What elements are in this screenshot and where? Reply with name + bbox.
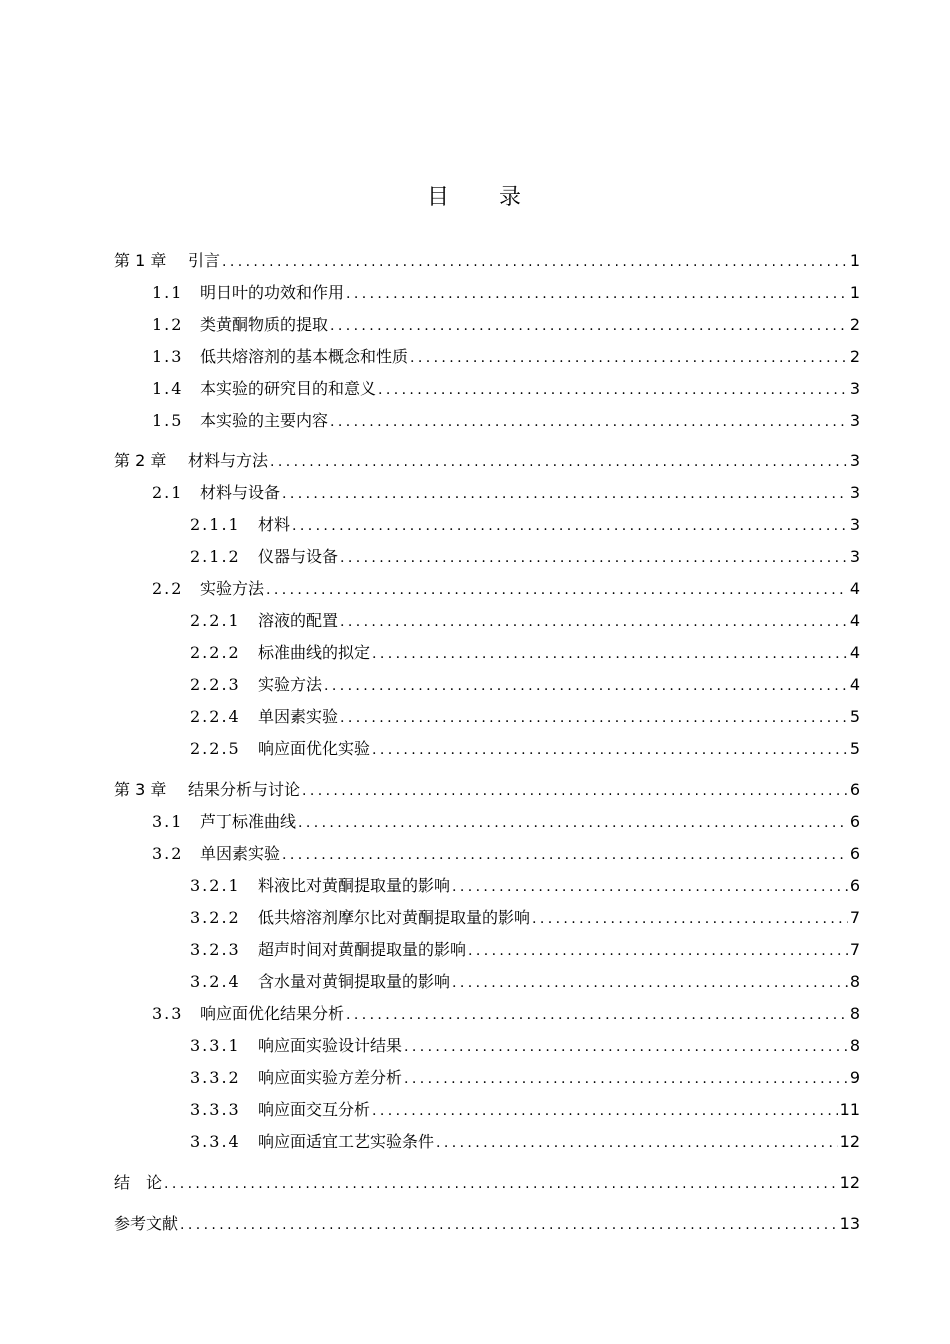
toc-entry[interactable]	[190, 642, 860, 665]
toc-entry-number: 3.3	[152, 1004, 184, 1023]
toc-title-char-2: 录	[499, 185, 524, 210]
toc-entry-number: 第 2 章	[114, 451, 167, 470]
toc-leader-dots	[302, 780, 848, 802]
toc-entry-page-number: 4	[849, 579, 860, 598]
toc-entry-label: 响应面交互分析	[258, 1100, 371, 1119]
toc-entry-label: 实验方法	[200, 579, 265, 598]
toc-leader-dots	[270, 451, 848, 473]
toc-entry-label: 本实验的主要内容	[200, 411, 329, 430]
toc-entry-label: 低共熔溶剂的基本概念和性质	[200, 347, 409, 366]
toc-leader-dots	[468, 940, 848, 962]
toc-entry[interactable]	[190, 907, 860, 930]
toc-entry[interactable]	[114, 779, 860, 802]
toc-entry-number: 2.2.3	[190, 675, 241, 694]
toc-entry[interactable]	[114, 1172, 860, 1195]
toc-entry-number: 2.1	[152, 483, 184, 502]
toc-entry-page-number: 6	[849, 812, 860, 831]
toc-entry[interactable]	[114, 250, 860, 273]
toc-leader-dots	[436, 1132, 838, 1154]
toc-entry-page-number: 11	[839, 1100, 860, 1119]
toc-entry-page-number: 4	[849, 675, 860, 694]
toc-entry-number: 3.3.3	[190, 1100, 241, 1119]
toc-entry-page-number: 1	[849, 283, 860, 302]
toc-entry-label: 材料与方法	[188, 451, 269, 470]
toc-leader-dots	[330, 315, 848, 337]
toc-entry-label: 材料	[258, 515, 291, 534]
toc-leader-dots	[372, 739, 848, 761]
toc-entry-number: 1.1	[152, 283, 184, 302]
toc-entry-page-number: 3	[849, 451, 860, 470]
toc-entry-label: 低共熔溶剂摩尔比对黄酮提取量的影响	[258, 908, 531, 927]
toc-title-char-1: 目	[426, 185, 451, 210]
toc-entry[interactable]	[152, 346, 860, 369]
toc-entry-page-number: 6	[849, 844, 860, 863]
toc-leader-dots	[410, 347, 848, 369]
toc-entry[interactable]	[190, 939, 860, 962]
toc-entry[interactable]	[152, 410, 860, 433]
toc-entry-page-number: 8	[849, 972, 860, 991]
toc-leader-dots	[346, 1004, 848, 1026]
toc-entry-number: 1.2	[152, 315, 184, 334]
toc-entry-page-number: 13	[839, 1214, 860, 1233]
toc-entry-label: 材料与设备	[200, 483, 281, 502]
toc-entry-label: 明日叶的功效和作用	[200, 283, 345, 302]
toc-entry-label: 结果分析与讨论	[188, 780, 301, 799]
toc-entry-label: 响应面适宜工艺实验条件	[258, 1132, 435, 1151]
toc-entry[interactable]	[114, 450, 860, 473]
toc-entry-page-number: 1	[849, 251, 860, 270]
toc-entry-number: 1.4	[152, 379, 184, 398]
toc-entry[interactable]	[190, 1067, 860, 1090]
toc-entry-label: 响应面实验方差分析	[258, 1068, 403, 1087]
toc-entry-page-number: 3	[849, 411, 860, 430]
toc-leader-dots	[282, 844, 848, 866]
toc-leader-dots	[378, 379, 848, 401]
toc-entry-label: 溶液的配置	[258, 611, 339, 630]
toc-entry-number: 3.3.4	[190, 1132, 241, 1151]
toc-entry-page-number: 2	[849, 315, 860, 334]
toc-entry-number: 2.2.1	[190, 611, 241, 630]
toc-entry-page-number: 8	[849, 1036, 860, 1055]
toc-leader-dots	[340, 611, 848, 633]
toc-entry[interactable]	[152, 378, 860, 401]
toc-leader-dots	[404, 1036, 848, 1058]
toc-entry-label: 含水量对黄铜提取量的影响	[258, 972, 451, 991]
toc-entry[interactable]	[152, 578, 860, 601]
toc-entry[interactable]	[152, 314, 860, 337]
toc-entry-page-number: 4	[849, 611, 860, 630]
toc-entry-label: 标准曲线的拟定	[258, 643, 371, 662]
toc-leader-dots	[372, 643, 848, 665]
toc-entry[interactable]	[152, 843, 860, 866]
toc-entry-number: 3.1	[152, 812, 184, 831]
toc-entry-number: 3.3.2	[190, 1068, 241, 1087]
toc-entry-page-number: 7	[849, 940, 860, 959]
toc-entry-number: 2.2.2	[190, 643, 241, 662]
toc-entry-page-number: 3	[849, 515, 860, 534]
toc-entry[interactable]	[152, 482, 860, 505]
toc-leader-dots	[452, 972, 848, 994]
toc-entry-label: 仪器与设备	[258, 547, 339, 566]
toc-entry-label: 响应面优化实验	[258, 739, 371, 758]
toc-leader-dots	[266, 579, 848, 601]
toc-entry-label: 引言	[188, 251, 221, 270]
toc-entry-number: 2.2.5	[190, 739, 241, 758]
toc-entry-page-number: 6	[849, 876, 860, 895]
toc-entry-number: 2.2	[152, 579, 184, 598]
toc-entry-number: 3.2.4	[190, 972, 241, 991]
toc-entry[interactable]	[190, 610, 860, 633]
toc-leader-dots	[164, 1173, 838, 1195]
toc-entry-number: 1.5	[152, 411, 184, 430]
toc-entry-number: 2.1.1	[190, 515, 241, 534]
toc-entry-number: 3.2.1	[190, 876, 241, 895]
toc-entry-number: 2.1.2	[190, 547, 241, 566]
toc-leader-dots	[340, 707, 848, 729]
toc-entry-label: 类黄酮物质的提取	[200, 315, 329, 334]
toc-entry-page-number: 2	[849, 347, 860, 366]
toc-leader-dots	[452, 876, 848, 898]
toc-entry[interactable]	[190, 1099, 860, 1122]
toc-entry-number: 3.2.2	[190, 908, 241, 927]
toc-entry[interactable]	[152, 1003, 860, 1026]
toc-entry-page-number: 4	[849, 643, 860, 662]
toc-leader-dots	[330, 411, 848, 433]
toc-entry-label: 结 论	[114, 1173, 163, 1192]
toc-leader-dots	[292, 515, 848, 537]
toc-entry-page-number: 12	[839, 1173, 860, 1192]
toc-entry-page-number: 8	[849, 1004, 860, 1023]
toc-entry[interactable]	[190, 514, 860, 537]
toc-entry-label: 参考文献	[114, 1214, 179, 1233]
toc-entry-page-number: 7	[849, 908, 860, 927]
toc-entry-label: 实验方法	[258, 675, 323, 694]
toc-entry[interactable]	[190, 738, 860, 761]
toc-leader-dots	[346, 283, 848, 305]
toc-entry[interactable]	[114, 1213, 860, 1236]
toc-entry[interactable]	[190, 1035, 860, 1058]
toc-entry-page-number: 3	[849, 483, 860, 502]
toc-entry-label: 超声时间对黄酮提取量的影响	[258, 940, 467, 959]
toc-entry-label: 单因素实验	[258, 707, 339, 726]
toc-entry[interactable]	[190, 971, 860, 994]
toc-entry-number: 3.2	[152, 844, 184, 863]
toc-leader-dots	[324, 675, 848, 697]
toc-leader-dots	[180, 1214, 838, 1236]
toc-entry[interactable]	[152, 811, 860, 834]
toc-leader-dots	[372, 1100, 838, 1122]
toc-leader-dots	[298, 812, 848, 834]
toc-entry-label: 响应面实验设计结果	[258, 1036, 403, 1055]
toc-entry-page-number: 3	[849, 547, 860, 566]
toc-entry-page-number: 12	[839, 1132, 860, 1151]
toc-entry-number: 1.3	[152, 347, 184, 366]
toc-entry[interactable]	[152, 282, 860, 305]
toc-entry-page-number: 3	[849, 379, 860, 398]
toc-entry-page-number: 9	[849, 1068, 860, 1087]
toc-entry-number: 第 3 章	[114, 780, 167, 799]
toc-entry[interactable]	[190, 875, 860, 898]
toc-entry[interactable]	[190, 706, 860, 729]
toc-entry[interactable]	[190, 674, 860, 697]
toc-entry-number: 3.2.3	[190, 940, 241, 959]
toc-entry-label: 芦丁标准曲线	[200, 812, 297, 831]
toc-entry-number: 3.3.1	[190, 1036, 241, 1055]
toc-entry-page-number: 5	[849, 739, 860, 758]
toc-leader-dots	[340, 547, 848, 569]
toc-leader-dots	[222, 251, 848, 273]
toc-entry-number: 第 1 章	[114, 251, 167, 270]
toc-entry-page-number: 5	[849, 707, 860, 726]
toc-entry-label: 本实验的研究目的和意义	[200, 379, 377, 398]
toc-leader-dots	[532, 908, 848, 930]
toc-entry-number: 2.2.4	[190, 707, 241, 726]
toc-entry[interactable]	[190, 1131, 860, 1154]
toc-entry-page-number: 6	[849, 780, 860, 799]
toc-leader-dots	[282, 483, 848, 505]
toc-entry[interactable]	[190, 546, 860, 569]
toc-entry-label: 料液比对黄酮提取量的影响	[258, 876, 451, 895]
toc-entry-label: 响应面优化结果分析	[200, 1004, 345, 1023]
toc-entry-label: 单因素实验	[200, 844, 281, 863]
toc-leader-dots	[404, 1068, 848, 1090]
